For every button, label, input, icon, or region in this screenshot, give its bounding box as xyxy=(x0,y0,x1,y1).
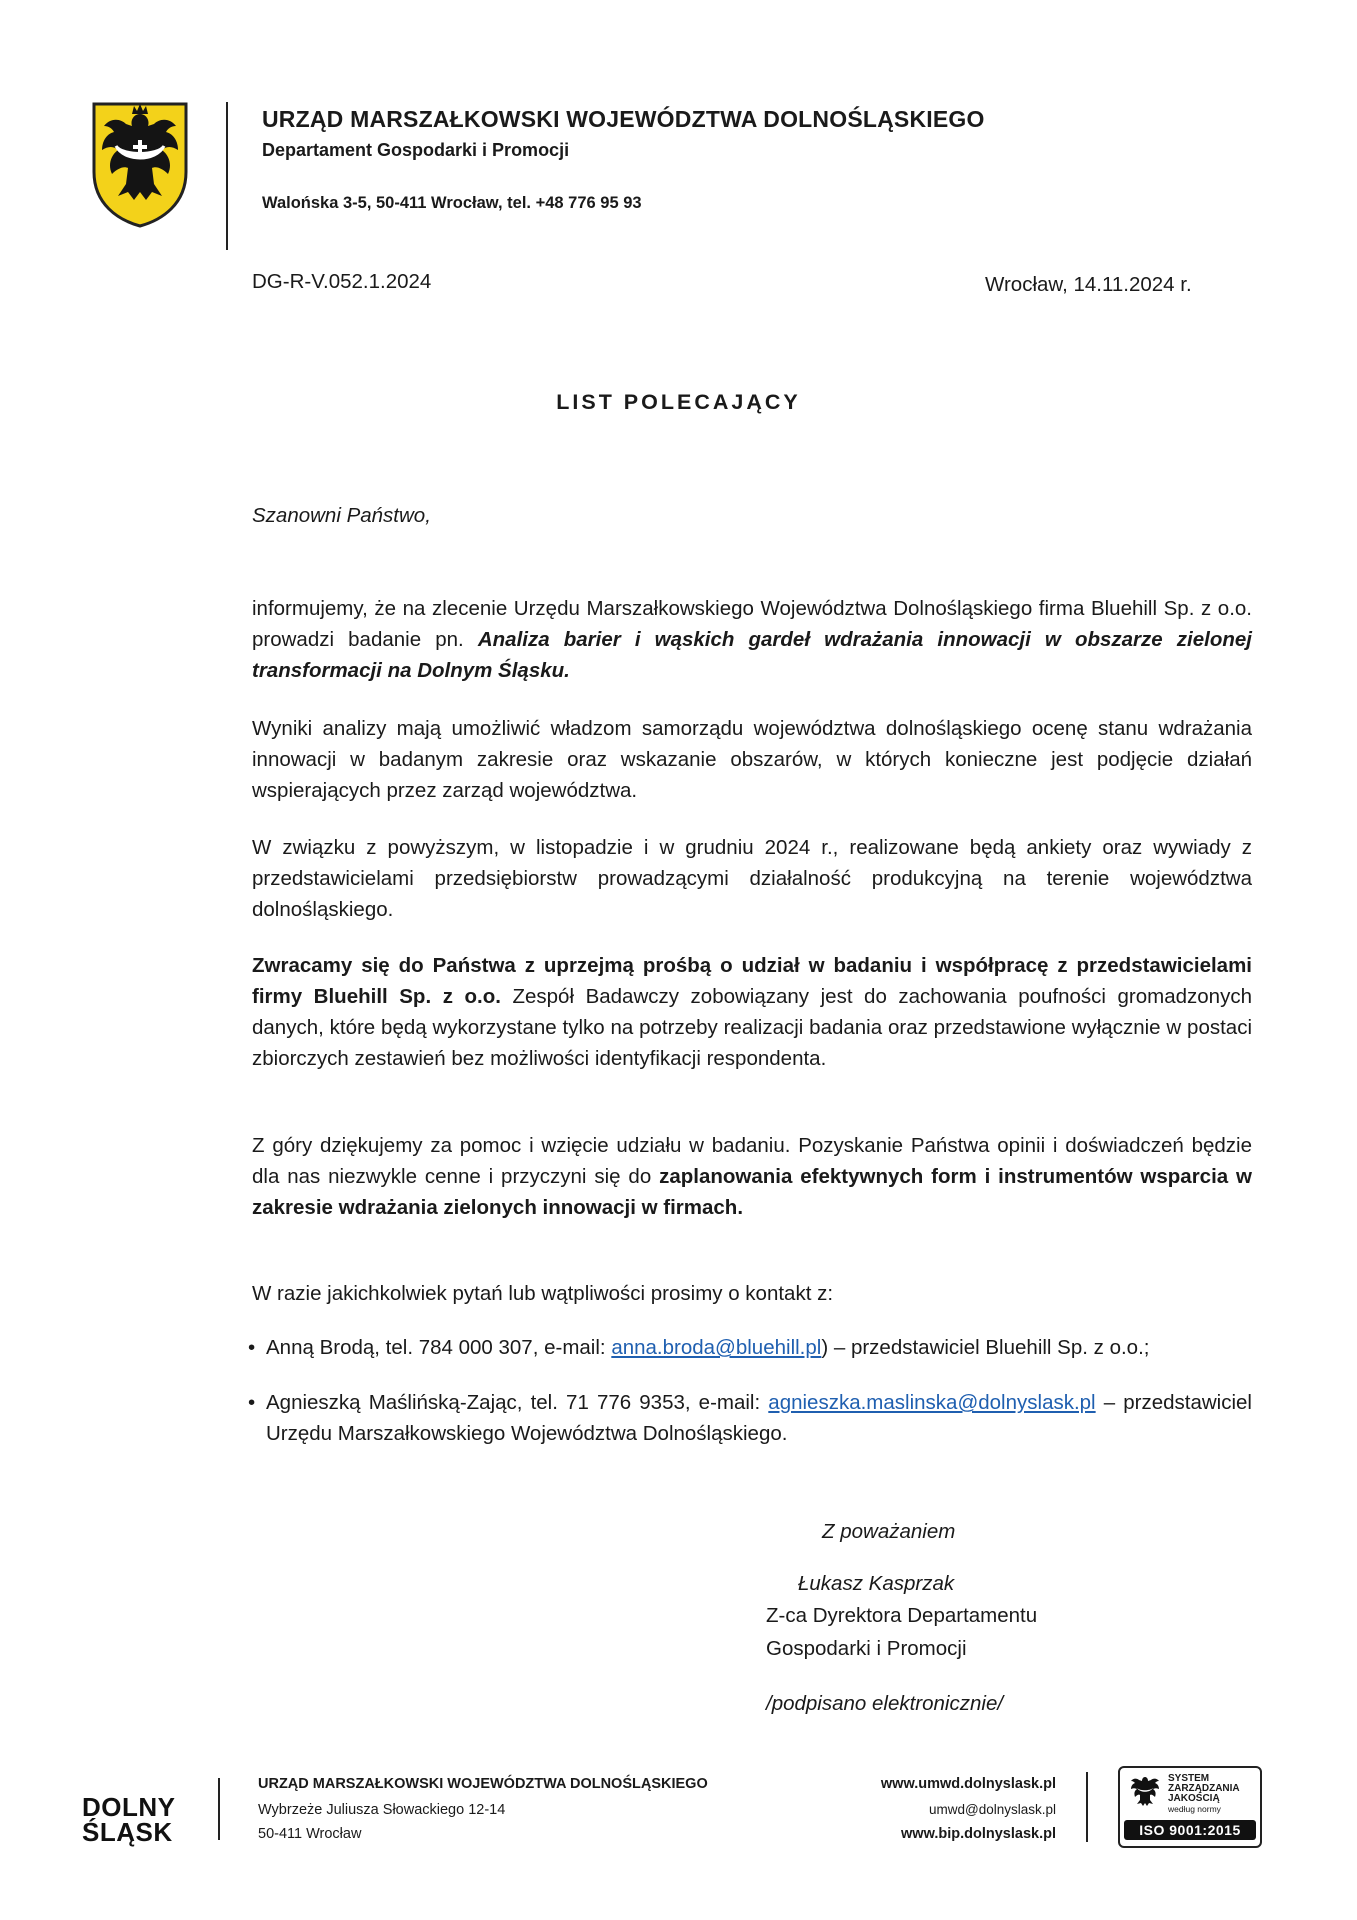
iso-certificate-badge xyxy=(1118,1766,1262,1848)
document-title: LIST POLECAJĄCY xyxy=(556,390,801,414)
org-name: URZĄD MARSZAŁKOWSKI WOJEWÓDZTWA DOLNOŚLĄSKIEGO xyxy=(262,106,985,132)
contact-intro: W razie jakichkolwiek pytań lub wątpliwości prosimy o kontakt z: xyxy=(252,1282,834,1305)
signer-title: Gospodarki i Promocji xyxy=(766,1637,967,1660)
signer-name: Łukasz Kasprzak xyxy=(798,1572,955,1595)
paragraph-goals: Wyniki analizy mają umożliwić władzom samorządu województwa dolnośląskiego ocenę stanu wdrażania innowacji w badanym zakresie oraz wskazanie obszarów, w których konieczne jest podjęcie działań wspierających przez zarząd województwa. xyxy=(252,717,1252,802)
contact-text: – przedstawiciel Urzędu Marszałkowskiego Województwa Dolnośląskiego. xyxy=(266,1391,1252,1445)
iso-label: SYSTEM xyxy=(1168,1773,1210,1784)
footer-divider xyxy=(1086,1772,1088,1842)
coat-of-arms-icon xyxy=(90,100,190,228)
iso-label: według normy xyxy=(1168,1804,1221,1814)
header-address: Walońska 3-5, 50-411 Wrocław, tel. +48 776 95 93 xyxy=(262,194,642,212)
logo-line: ŚLĄSK xyxy=(82,1817,173,1847)
iso-standard: ISO 9001:2015 xyxy=(1124,1820,1256,1840)
paragraph-intro xyxy=(252,593,1252,686)
study-title: Analiza barier i wąskich gardeł wdrażania innowacji w obszarze zielonej transformacji na Dolnym Śląsku. xyxy=(252,628,1252,682)
paragraph-request xyxy=(252,950,1252,1074)
contact-text: ) – przedstawiciel Bluehill Sp. z o.o.; xyxy=(821,1336,1150,1359)
bullet: • xyxy=(248,1336,256,1359)
footer-street: Wybrzeże Juliusza Słowackiego 12-14 xyxy=(258,1802,506,1818)
footer-divider xyxy=(218,1778,220,1840)
footer-email[interactable]: umwd@dolnyslask.pl xyxy=(928,1802,1056,1817)
signature-note: /podpisano elektronicznie/ xyxy=(766,1692,1004,1715)
thanks-emphasis: zaplanowania efektywnych form i instrumentów wsparcia w zakresie wdrażania zielonych innowacji w firmach. xyxy=(252,1165,1252,1219)
bullet: • xyxy=(248,1391,256,1414)
text-run: Zespół Badawczy zobowiązany jest do zachowania poufności gromadzonych danych, które będą wykorzystane tylko na potrzeby realizacji badania oraz przedstawione wyłącznie w postaci zbiorczych zestawień bez możliwości identyfikacji respondenta. xyxy=(252,985,1252,1070)
signer-title: Z-ca Dyrektora Departamentu xyxy=(766,1604,1038,1627)
text-run: Z góry dziękujemy za pomoc i wzięcie udziału w badaniu. Pozyskanie Państwa opinii i doświadczeń będzie dla nas niezwykle cenne i przyczyni się do xyxy=(252,1134,1252,1188)
logo-line: DOLNY xyxy=(82,1792,176,1822)
contact-text: Agnieszką Maślińską-Zając, tel. 71 776 9353, e-mail: xyxy=(266,1391,769,1414)
email-link-umwd[interactable]: agnieszka.maslinska@dolnyslask.pl xyxy=(768,1391,1096,1414)
text-run: informujemy, że na zlecenie Urzędu Marszałkowskiego Województwa Dolnośląskiego firma Bluehill Sp. z o.o. prowadzi badanie pn. xyxy=(252,597,1252,651)
footer-website[interactable]: www.umwd.dolnyslask.pl xyxy=(880,1776,1056,1792)
contact-text: Anną Brodą, tel. 784 000 307, e-mail: xyxy=(266,1336,612,1359)
closing: Z poważaniem xyxy=(822,1520,956,1543)
salutation: Szanowni Państwo, xyxy=(252,504,431,527)
paragraph-schedule: W związku z powyższym, w listopadzie i w grudniu 2024 r., realizowane będą ankiety oraz wywiady z przedstawicielami przedsiębiorstw prowadzącymi działalność produkcyjną na terenie województwa dolnośląskiego. xyxy=(252,836,1252,921)
contact-item xyxy=(248,1387,1252,1449)
iso-label: JAKOŚCIĄ xyxy=(1168,1793,1220,1804)
footer-org: URZĄD MARSZAŁKOWSKI WOJEWÓDZTWA DOLNOŚLĄSKIEGO xyxy=(258,1776,708,1792)
email-link-bluehill[interactable]: anna.broda@bluehill.pl xyxy=(611,1336,822,1359)
footer-bip[interactable]: www.bip.dolnyslask.pl xyxy=(901,1826,1056,1842)
eagle-icon xyxy=(1128,1774,1162,1812)
department-name: Departament Gospodarki i Promocji xyxy=(262,140,570,160)
iso-label: ZARZĄDZANIA xyxy=(1168,1783,1240,1794)
header-divider xyxy=(226,102,228,250)
footer-city: 50-411 Wrocław xyxy=(258,1826,362,1842)
contact-item xyxy=(248,1332,1252,1363)
dolny-slask-logo xyxy=(82,1792,176,1847)
reference-number: DG-R-V.052.1.2024 xyxy=(252,270,432,293)
place-and-date: Wrocław, 14.11.2024 r. xyxy=(985,273,1192,296)
request-emphasis: Zwracamy się do Państwa z uprzejmą prośbą o udział w badaniu i współpracę z przedstawicielami firmy Bluehill Sp. z o.o. xyxy=(252,954,1252,1008)
paragraph-thanks xyxy=(252,1130,1252,1223)
